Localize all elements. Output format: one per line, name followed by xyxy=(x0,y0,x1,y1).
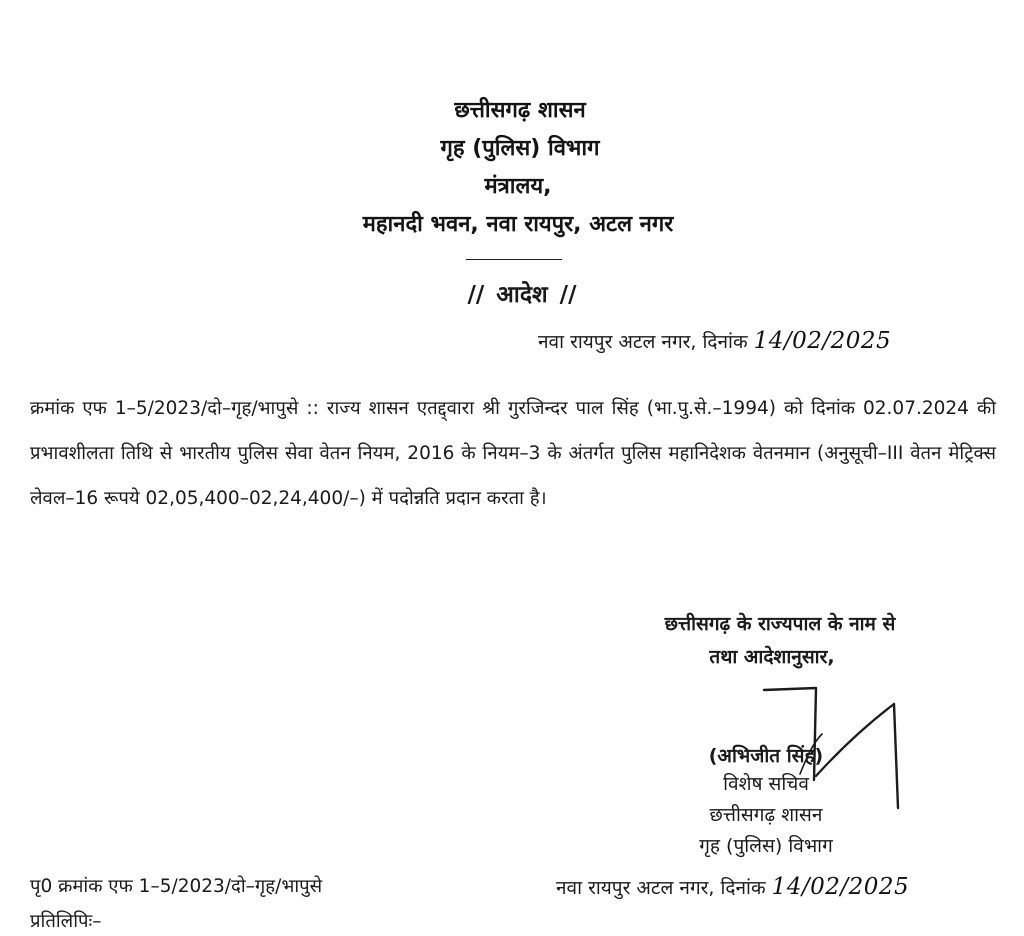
header-divider xyxy=(466,259,562,260)
header-government: छत्तीसगढ़ शासन xyxy=(454,98,586,123)
endorsement-reference: पृ0 क्रमांक एफ 1–5/2023/दो–गृह/भापुसे xyxy=(30,876,323,897)
authority-line-2: तथा आदेशानुसार, xyxy=(709,646,835,668)
header-department: गृह (पुलिस) विभाग xyxy=(440,136,600,161)
header-address: महानदी भवन, नवा रायपुर, अटल नगर xyxy=(362,212,674,237)
endorsement-handwritten-date: 14/02/2025 xyxy=(771,874,910,900)
order-body-paragraph: क्रमांक एफ 1–5/2023/दो–गृह/भापुसे :: राज्य शासन एतद्द्वारा श्री गुरजिन्दर पाल सिंह (भा.पु.से.–1994) को दिनांक 02.07.2024 की प्रभावशीलता तिथि से भारतीय पुलिस सेवा वेतन नियम, 2016 के नियम–3 के अंतर्गत पुलिस महानिदेशक वेतनमान (अनुसूची–III वेतन मेट्रिक्स लेवल–16 रूपये 02,05,400–02,24,400/–) में पदोन्नति प्रदान करता है। xyxy=(30,398,996,509)
endorsement-dateline xyxy=(556,873,909,902)
signer-designation: विशेष सचिव xyxy=(723,773,809,795)
header-ministry: मंत्रालय, xyxy=(484,174,552,199)
dateline-handwritten-date: 14/02/2025 xyxy=(753,328,892,354)
endorsement-place: नवा रायपुर अटल नगर, दिनांक xyxy=(556,877,772,899)
signer-state: छत्तीसगढ़ शासन xyxy=(709,804,823,826)
order-dateline xyxy=(538,327,891,356)
authority-line-1: छत्तीसगढ़ के राज्यपाल के नाम से xyxy=(664,613,896,635)
dateline-place: नवा रायपुर अटल नगर, दिनांक xyxy=(538,331,754,353)
signer-department: गृह (पुलिस) विभाग xyxy=(699,835,833,857)
order-title: // आदेश // xyxy=(467,282,577,308)
copy-to-label: प्रतिलिपिः– xyxy=(30,911,102,932)
signer-name: (अभिजीत सिंह) xyxy=(708,745,824,767)
